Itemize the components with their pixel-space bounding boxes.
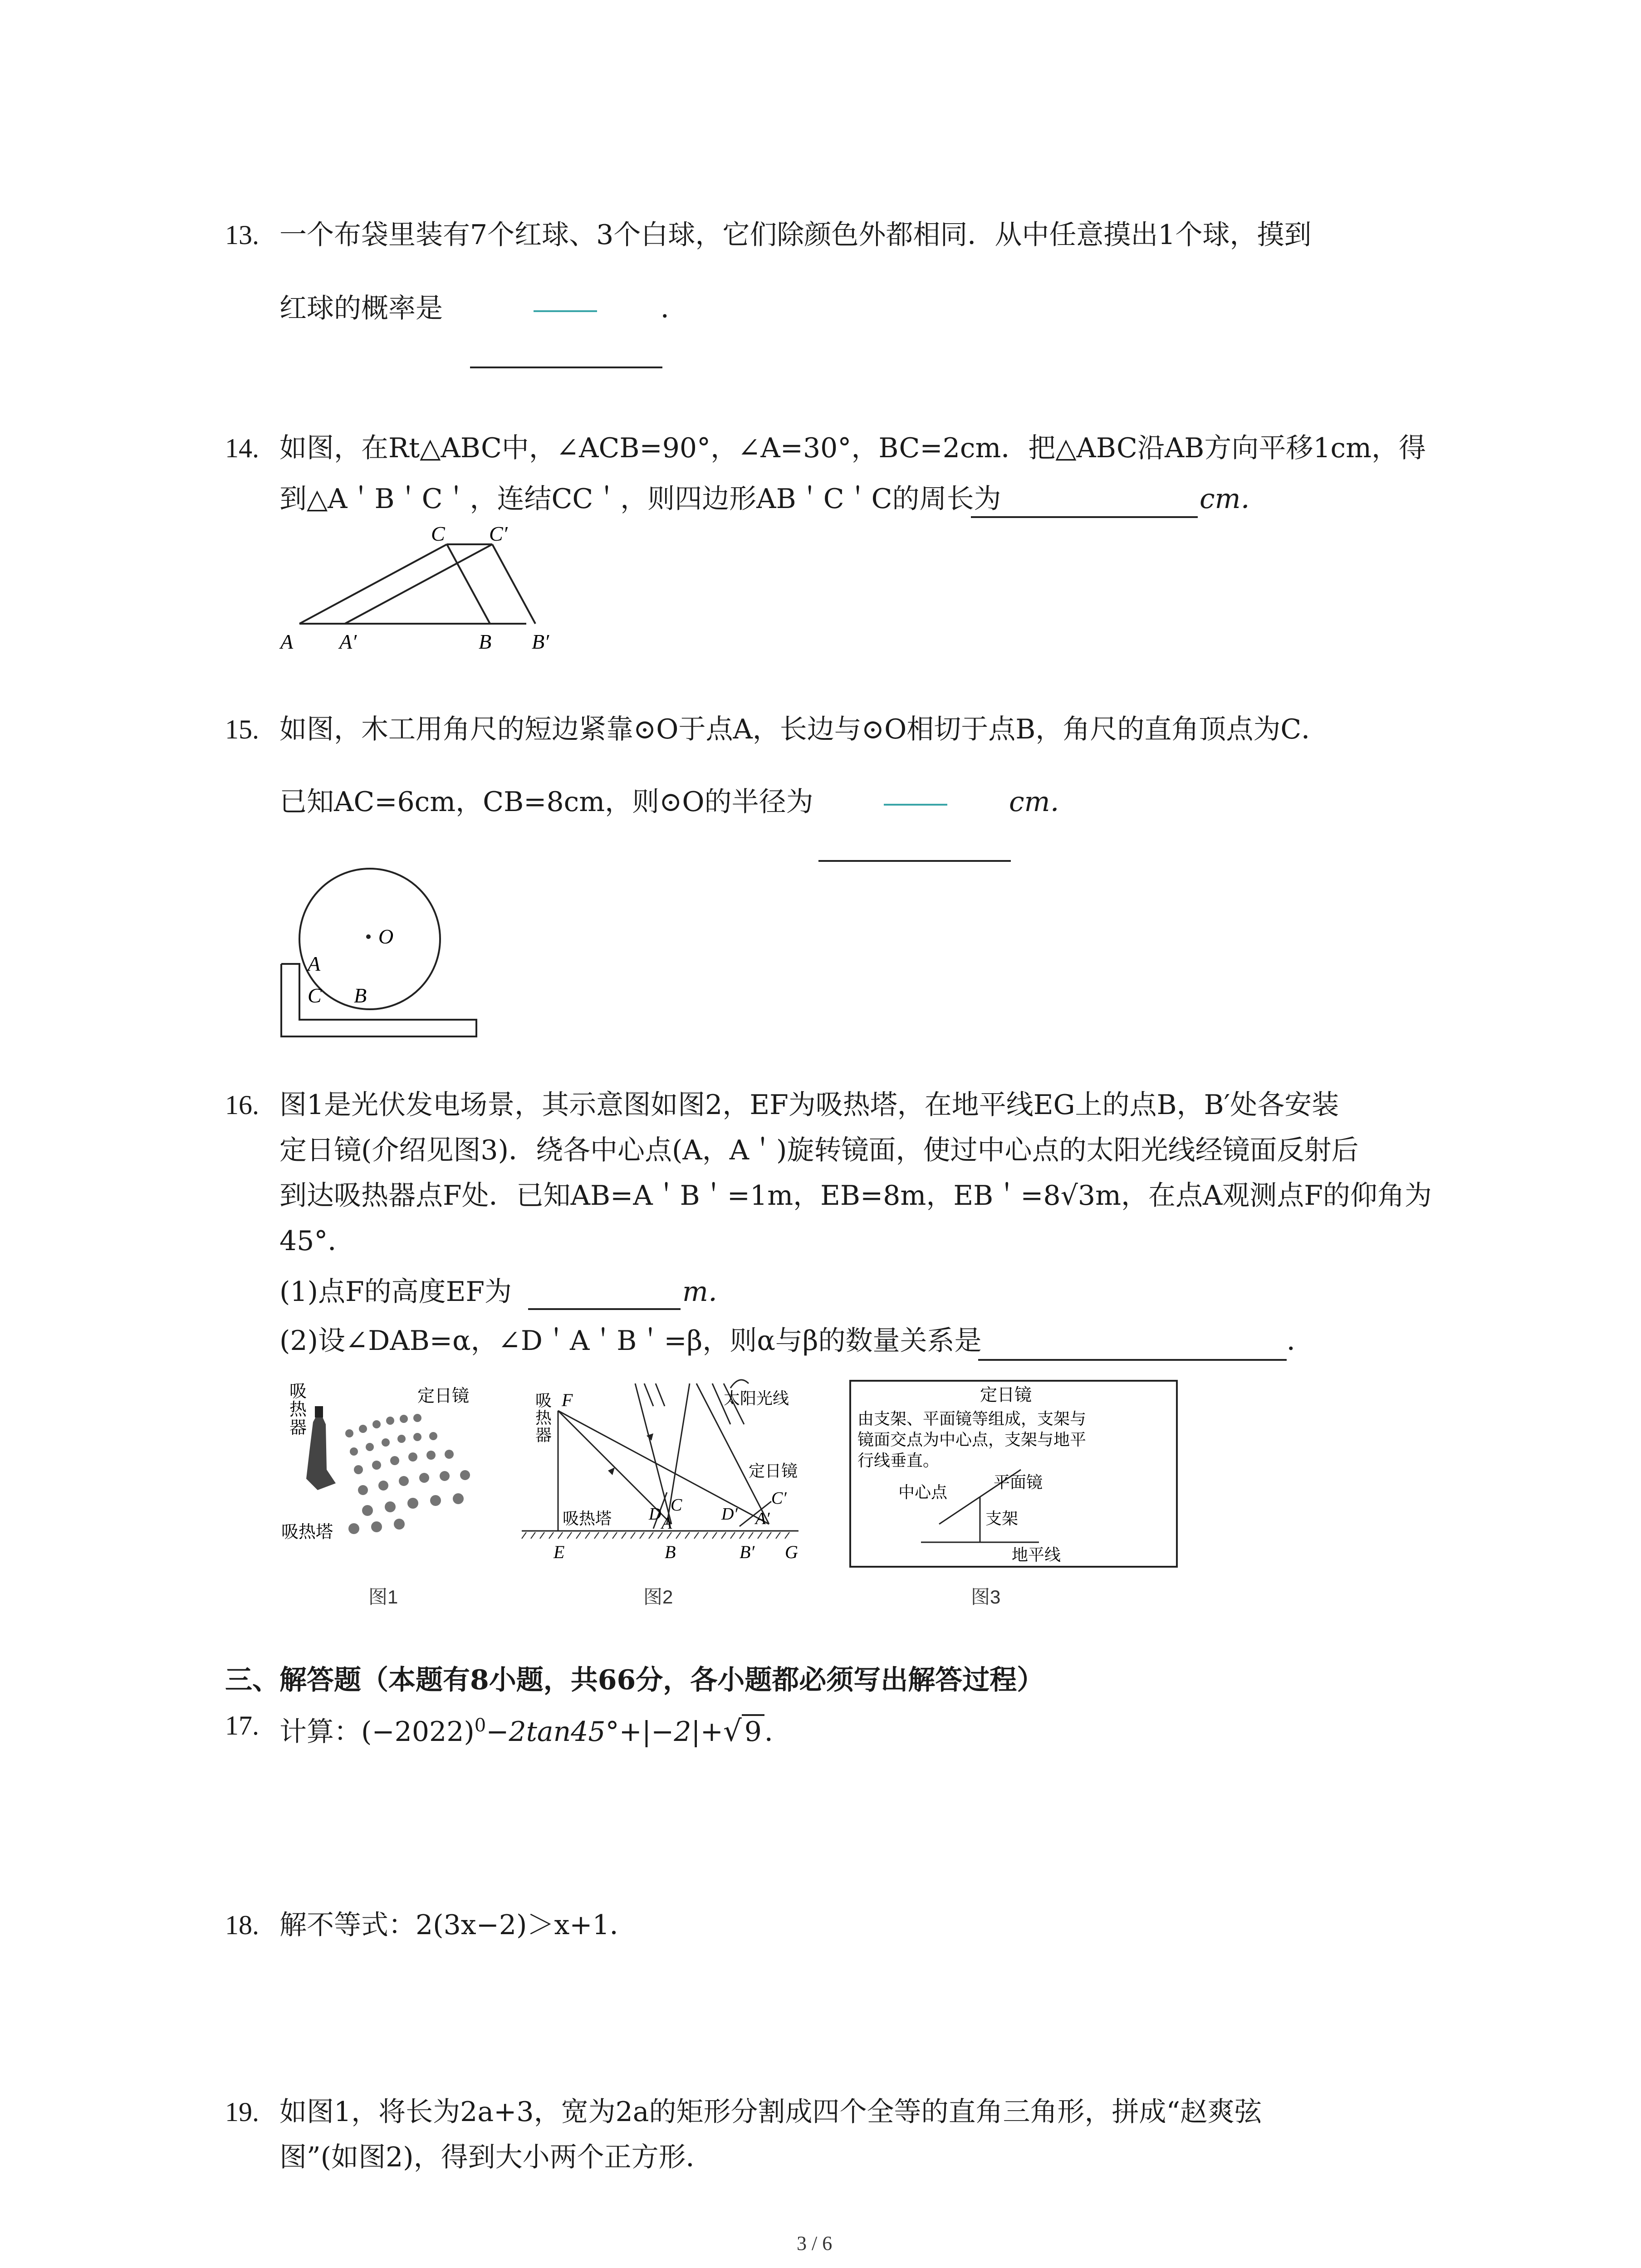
q13-number: 13. (225, 220, 259, 250)
q16-line4: 45°． (279, 1225, 355, 1257)
q16-fig1-label-qi: 器 (289, 1418, 307, 1437)
q16-fig2-label-D: D (649, 1505, 661, 1524)
q16-fig1-label-mirror: 定日镜 (417, 1386, 470, 1406)
q14-label-B2: B′ (532, 630, 549, 653)
q15-number: 15. (225, 714, 259, 744)
q16-sub2: (2)设∠DAB=α，∠D＇A＇B＇=β，则α与β的数量关系是 (279, 1325, 982, 1357)
q16-sub2-end: ． (1287, 1325, 1314, 1357)
q13-answer-mark (534, 310, 597, 312)
q19-line2: 图”(如图2)，得到大小两个正方形． (279, 2141, 713, 2173)
q16-fig1-label-xi: 吸 (289, 1381, 307, 1401)
q15-label-B: B (354, 984, 367, 1007)
q16-fig2-label-mirror: 定日镜 (749, 1462, 798, 1481)
q17-exponent: 0 (474, 1715, 486, 1736)
q16-sub1: (1)点F的高度EF为 (279, 1276, 512, 1308)
q14-label-C2: C′ (489, 522, 508, 545)
q16-sub1-unit: m． (682, 1276, 735, 1308)
q14-figure (272, 522, 590, 658)
q14-number: 14. (225, 433, 259, 463)
q14-line2: 到△A＇B＇C＇，连结CC＇，则四边形AB＇C＇C的周长为 (279, 483, 1001, 515)
q14-label-C: C (431, 522, 445, 545)
q16-line3: 到达吸热器点F处．已知AB=A＇B＇=1m，EB=8m，EB＇=8√3m，在点A观测点F的仰角为 (279, 1180, 1432, 1212)
q14-line1: 如图，在Rt△ABC中，∠ACB=90°，∠A=30°，BC=2cm．把△ABC沿AB方向平移1cm，得 (279, 432, 1426, 464)
q15-label-O: O (378, 925, 394, 948)
q16-figure2 (517, 1370, 808, 1569)
q16-fig3-stand: 支架 (985, 1510, 1019, 1528)
q16-fig3-desc3: 行线垂直。 (857, 1452, 940, 1470)
q16-fig1-label-re: 热 (289, 1399, 307, 1419)
q16-fig2-label-re: 热 (535, 1409, 552, 1427)
page-number: 3 / 6 (797, 2232, 833, 2254)
q13-period: ． (661, 293, 688, 324)
q14-label-A: A (280, 630, 294, 653)
q16-line2: 定日镜(介绍见图3)．绕各中心点(A，A＇)旋转镜面，使过中心点的太阳光线经镜面反射后 (279, 1134, 1359, 1166)
q16-fig2-label-sun: 太阳光线 (724, 1389, 789, 1408)
q15-label-A: A (308, 952, 321, 975)
q16-fig1-caption: 图1 (368, 1586, 398, 1608)
q14-label-A2: A′ (339, 630, 357, 653)
q16-fig2-label-D2: D′ (721, 1505, 738, 1524)
q16-fig2-label-E: E (554, 1542, 565, 1562)
q15-label-C: C (308, 984, 322, 1007)
q16-fig3-desc1: 由支架、平面镜等组成，支架与 (857, 1410, 1087, 1428)
q16-fig2-label-qi: 器 (535, 1426, 552, 1445)
q16-fig2-label-C2: C′ (771, 1489, 787, 1508)
q16-fig2-label-C: C (671, 1496, 682, 1515)
q16-sub2-blank[interactable] (978, 1359, 1287, 1361)
q18-text: 解不等式：2(3x−2)＞x+1． (279, 1909, 637, 1941)
q17-end: ． (764, 1716, 792, 1748)
q15-line1: 如图，木工用角尺的短边紧靠⊙O于点A，长边与⊙O相切于点B，角尺的直角顶点为C． (279, 714, 1329, 745)
q16-fig1-label-tower: 吸热塔 (281, 1522, 333, 1542)
q16-figure3 (848, 1379, 1180, 1569)
q16-fig2-label-B: B (665, 1542, 676, 1562)
q16-sub1-blank[interactable] (528, 1308, 681, 1310)
q14-unit: cm． (1200, 483, 1268, 515)
q13-line1: 一个布袋里装有7个红球、3个白球，它们除颜色外都相同．从中任意摸出1个球，摸到 (279, 219, 1312, 251)
q16-fig2-label-G: G (785, 1542, 798, 1562)
q16-figure1 (281, 1379, 490, 1542)
q17-number: 17. (225, 1711, 259, 1740)
q16-fig3-title: 定日镜 (980, 1385, 1032, 1405)
q16-fig2-label-A2: A′ (755, 1509, 770, 1528)
q19-number: 19. (225, 2097, 259, 2127)
q15-answer-blank[interactable] (818, 860, 1011, 862)
q17-expression (279, 1707, 792, 1750)
q16-fig2-label-A: A (661, 1514, 672, 1533)
section-heading: 三、解答题（本题有8小题，共66分，各小题都必须写出解答过程） (225, 1664, 1044, 1696)
q14-label-B: B (479, 630, 492, 653)
q16-fig3-horizon: 地平线 (1012, 1546, 1061, 1564)
q16-fig2-label-xi: 吸 (535, 1392, 552, 1410)
sqrt-symbol: √ (723, 1715, 742, 1748)
q18-number: 18. (225, 1910, 259, 1940)
q16-fig2-label-tower: 吸热塔 (563, 1510, 612, 1528)
q16-fig2-label-F: F (562, 1390, 573, 1410)
q15-unit: cm． (1009, 786, 1078, 818)
q16-number: 16. (225, 1090, 259, 1120)
q16-fig3-caption: 图3 (971, 1586, 1001, 1608)
q16-fig2-label-B2: B′ (740, 1542, 755, 1562)
q15-line2: 已知AC=6cm，CB=8cm，则⊙O的半径为 (279, 786, 813, 818)
q15-figure (272, 866, 490, 1039)
q14-answer-blank[interactable] (971, 516, 1198, 518)
q17-text-post: −2tan45°+|−2|+ (486, 1716, 723, 1748)
q16-fig2-caption: 图2 (643, 1586, 673, 1608)
q16-line1: 图1是光伏发电场景，其示意图如图2，EF为吸热塔，在地平线EG上的点B，B′处各安装 (279, 1089, 1339, 1121)
q16-fig3-plane: 平面镜 (994, 1473, 1043, 1492)
q16-fig3-center: 中心点 (898, 1483, 948, 1502)
q17-text-pre: 计算：(−2022) (279, 1716, 475, 1748)
q16-fig3-desc2: 镜面交点为中心点，支架与地平 (857, 1431, 1087, 1449)
q13-line2: 红球的概率是 (279, 293, 443, 324)
q19-line1: 如图1，将长为2a+3，宽为2a的矩形分割成四个全等的直角三角形，拼成“赵爽弦 (279, 2096, 1262, 2128)
q17-radicand: 9 (742, 1714, 764, 1748)
q13-answer-blank[interactable] (470, 367, 662, 368)
q15-answer-mark (884, 804, 947, 806)
